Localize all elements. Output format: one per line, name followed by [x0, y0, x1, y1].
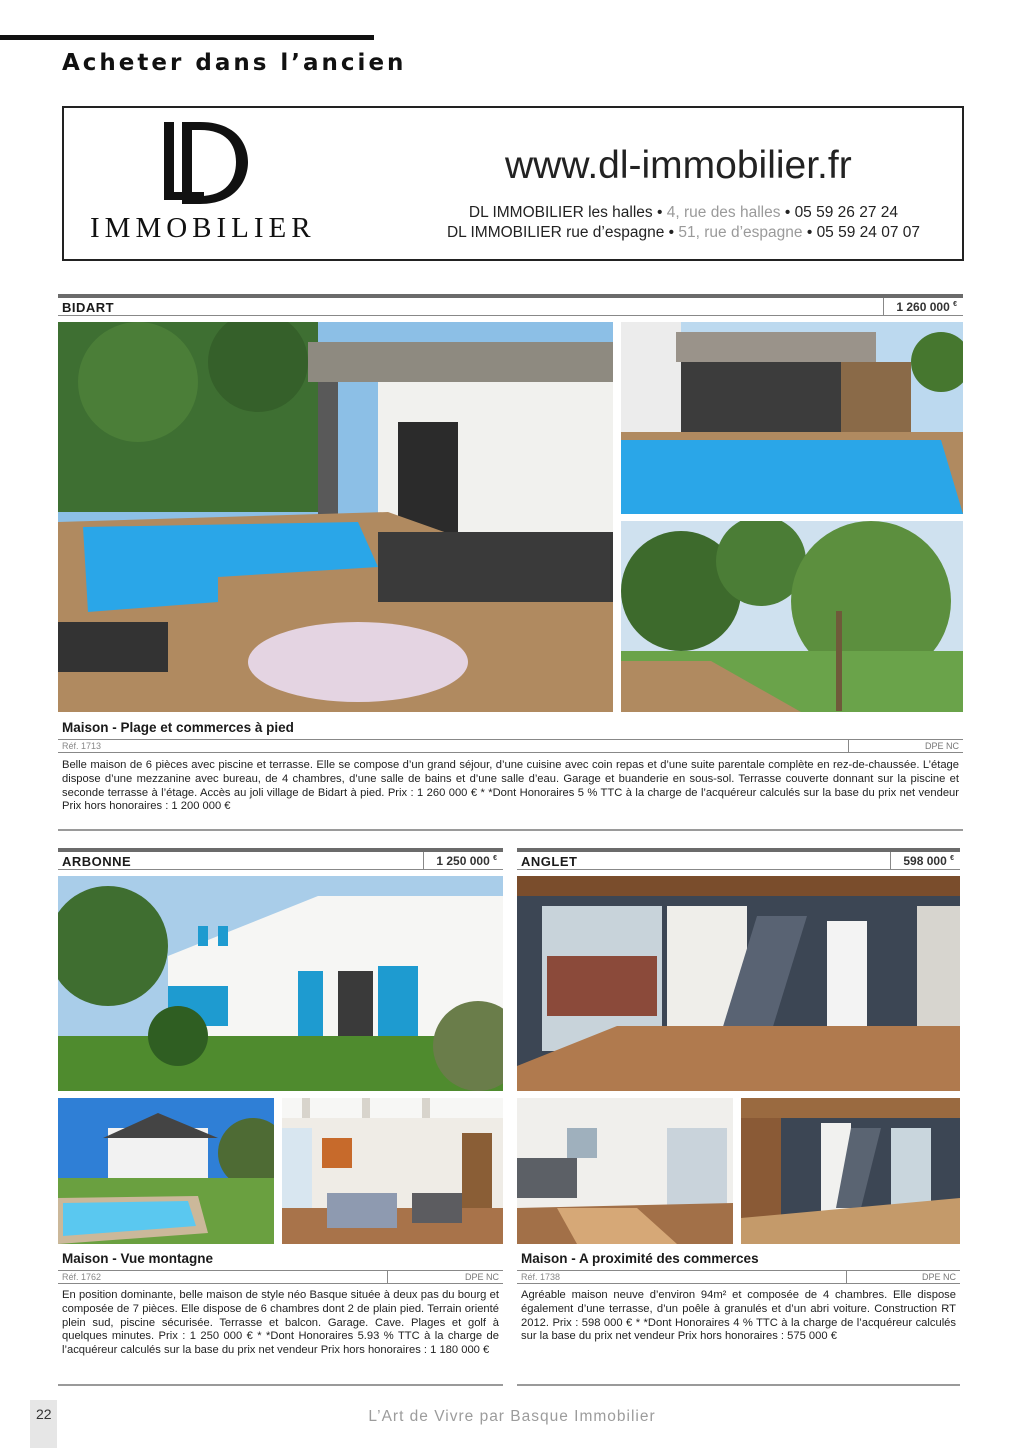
listing-title: Maison - Vue montagne	[62, 1251, 214, 1266]
listing-bidart[interactable]	[58, 294, 963, 834]
agency-phone-halles[interactable]: 05 59 26 27 24	[794, 204, 898, 221]
listing-city: ARBONNE	[62, 854, 132, 869]
listing-arbonne[interactable]	[58, 848, 503, 1388]
separator: •	[806, 224, 813, 241]
listing-header	[517, 848, 960, 870]
price-value: 598 000	[903, 854, 947, 868]
divider	[848, 740, 849, 752]
separator: •	[668, 224, 675, 241]
listing-description: En position dominante, belle maison de style néo Basque située à deux pas du bourg et composée de 7 pièces. Elle dispose de 6 chambres dont 2 de plain pied. Terrain orienté plein sud, piscine sécurisée. Terrasse et balcon. Garage. Cave. Plages et golf à quelques minutes. Prix : 1 250 000 € * *Dont Honoraires 5.93 % TTC à la charge de l’acquéreur calculés sur la base du prix net vendeur Prix hors honoraires : 1 180 000 €	[62, 1289, 499, 1357]
agency-name-espagne: DL IMMOBILIER rue d’espagne	[446, 224, 665, 241]
listing-title: Maison - A proximité des commerces	[521, 1251, 759, 1266]
currency-symbol: €	[953, 301, 957, 308]
listing-ref: Réf. 1738	[521, 1272, 561, 1282]
listing-header	[58, 294, 963, 316]
listing-photo-deck[interactable]	[741, 1098, 960, 1244]
separator: •	[657, 204, 663, 221]
listing-ref: Réf. 1713	[62, 741, 102, 751]
dl-logo-icon	[156, 118, 252, 210]
listing-ref-row	[58, 739, 963, 753]
agency-address-halles: 4, rue des halles	[666, 204, 781, 221]
listing-photo-main[interactable]	[58, 322, 613, 712]
listing-divider	[517, 1384, 960, 1386]
listing-price	[883, 298, 963, 315]
listing-photo-pool[interactable]	[58, 1098, 274, 1244]
listing-dpe: DPE NC	[924, 741, 959, 751]
listing-ref: Réf. 1762	[62, 1272, 102, 1282]
agency-address-espagne: 51, rue d’espagne	[678, 224, 803, 241]
listing-title: Maison - Plage et commerces à pied	[62, 720, 294, 735]
page-number: 22	[36, 1406, 52, 1422]
agency-contact-espagne	[447, 224, 920, 242]
listing-anglet[interactable]	[517, 848, 960, 1388]
currency-symbol: €	[950, 855, 954, 862]
price-value: 1 260 000	[896, 300, 950, 314]
listing-description: Agréable maison neuve d’environ 94m² et composée de 4 chambres. Elle dispose également d’une terrasse, d’un poêle à granulés et d’un abri voiture. Construction RT 2012. Prix : 598 000 € * *Dont Honoraires 4 % TTC à la charge de l’acquéreur calculés sur la base du prix net vendeur Prix hors honoraires : 575 000 €	[521, 1289, 956, 1343]
listing-price	[423, 852, 503, 869]
listing-photo-garden[interactable]	[621, 521, 963, 712]
listing-photo-pool[interactable]	[621, 322, 963, 514]
section-title: Acheter dans l’ancien	[62, 50, 407, 76]
logo-wordmark: IMMOBILIER	[90, 212, 316, 244]
listing-photo-living[interactable]	[282, 1098, 503, 1244]
agency-website-link[interactable]: www.dl-immobilier.fr	[505, 144, 852, 187]
listing-header	[58, 848, 503, 870]
agency-contact-halles	[469, 204, 898, 222]
page-footer-tagline: L’Art de Vivre par Basque Immobilier	[368, 1408, 656, 1425]
divider	[387, 1271, 388, 1283]
price-value: 1 250 000	[436, 854, 490, 868]
listing-divider	[58, 829, 963, 831]
listing-photo-facade[interactable]	[58, 876, 503, 1091]
top-rule	[0, 35, 374, 40]
listing-city: BIDART	[62, 300, 115, 315]
listing-city: ANGLET	[521, 854, 578, 869]
listing-ref-row	[58, 1270, 503, 1284]
agency-name-halles: DL IMMOBILIER les halles	[468, 204, 653, 221]
listing-ref-row	[517, 1270, 960, 1284]
listing-photo-terrace[interactable]	[517, 876, 960, 1091]
agency-phone-espagne[interactable]: 05 59 24 07 07	[816, 224, 920, 241]
agency-banner	[62, 106, 964, 261]
listing-dpe: DPE NC	[464, 1272, 499, 1282]
currency-symbol: €	[493, 855, 497, 862]
listing-dpe: DPE NC	[921, 1272, 956, 1282]
divider	[846, 1271, 847, 1283]
listing-description: Belle maison de 6 pièces avec piscine et terrasse. Elle se compose d’un grand séjour, d’une cuisine avec coin repas et d’une suite parentale complète en rez-de-chaussée. L’étage dispose d’une mezzanine avec bureau, de 4 chambres, d’une salle de bains et d’une salle d’eau. Garage et buanderie en sous-sol. Terrasse couverte donnant sur la piscine et seconde terrasse à l’étage. Accès au joli village de Bidart à pied. Prix : 1 260 000 € * *Dont Honoraires 5 % TTC à la charge de l’acquéreur calculés sur la base du prix net vendeur Prix hors honoraires : 1 200 000 €	[62, 759, 959, 813]
separator: •	[784, 204, 791, 221]
listing-divider	[58, 1384, 503, 1386]
listing-price	[890, 852, 960, 869]
listing-photo-interior[interactable]	[517, 1098, 733, 1244]
